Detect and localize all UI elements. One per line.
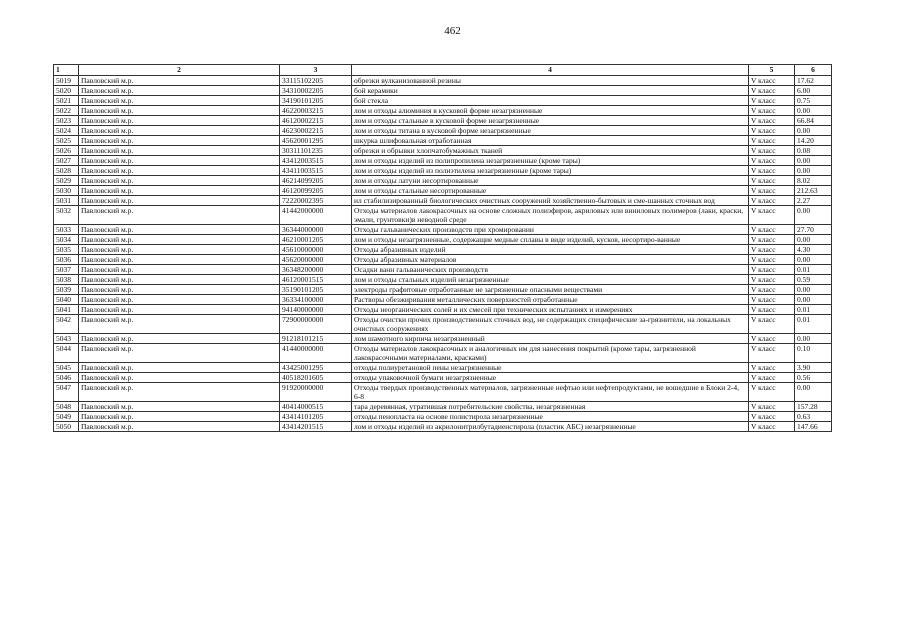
waste-code-cell: 30311101235: [280, 146, 352, 156]
waste-code-cell: 91218101215: [280, 334, 352, 344]
amount-cell: 0.00: [795, 126, 832, 136]
amount-cell: 14.20: [795, 136, 832, 146]
amount-cell: 0.08: [795, 146, 832, 156]
amount-cell: 27.70: [795, 225, 832, 235]
page-number: 462: [444, 25, 461, 37]
waste-description-cell: лом и отходы изделий из полипропилена незагрязненные (кроме тары): [352, 156, 749, 166]
hazard-class-cell: V класс: [749, 146, 795, 156]
hazard-class-cell: V класс: [749, 315, 795, 334]
waste-description-cell: лом и отходы алюминия в кусковой форме незагрязненные: [352, 106, 749, 116]
waste-description-cell: Растворы обезжиривания металлических поверхностей отработанные: [352, 295, 749, 305]
table-body: [54, 76, 832, 432]
waste-description-cell: лом шамотного кирпича незагрязненный: [352, 334, 749, 344]
row-number-cell: 5027: [54, 156, 79, 166]
waste-description-cell: отходы пенопласта на основе полистирола незагрязненные: [352, 412, 749, 422]
hazard-class-cell: V класс: [749, 186, 795, 196]
column-header-6: 6: [795, 65, 832, 76]
district-cell: Павловский м.р.: [79, 206, 280, 225]
waste-description-cell: Отходы очистки прочих производственных сточных вод, не содержащих специфические за-грязнители, на локальных очистных сооружениях: [352, 315, 749, 334]
district-cell: Павловский м.р.: [79, 334, 280, 344]
amount-cell: 0.10: [795, 344, 832, 363]
waste-code-cell: 46120001515: [280, 275, 352, 285]
amount-cell: 157.28: [795, 402, 832, 412]
hazard-class-cell: V класс: [749, 265, 795, 275]
amount-cell: 8.02: [795, 176, 832, 186]
amount-cell: 0.01: [795, 315, 832, 334]
table-row: [54, 116, 832, 126]
district-cell: Павловский м.р.: [79, 245, 280, 255]
table-row: [54, 86, 832, 96]
waste-description-cell: Осадки ванн гальванических производств: [352, 265, 749, 275]
waste-code-cell: 46120099205: [280, 186, 352, 196]
district-cell: Павловский м.р.: [79, 402, 280, 412]
district-cell: Павловский м.р.: [79, 235, 280, 245]
row-number-cell: 5045: [54, 363, 79, 373]
hazard-class-cell: V класс: [749, 383, 795, 402]
district-cell: Павловский м.р.: [79, 76, 280, 86]
hazard-class-cell: V класс: [749, 305, 795, 315]
waste-code-cell: 46210001205: [280, 235, 352, 245]
amount-cell: 4.30: [795, 245, 832, 255]
district-cell: Павловский м.р.: [79, 116, 280, 126]
table-row: [54, 295, 832, 305]
waste-code-cell: 45620000000: [280, 255, 352, 265]
district-cell: Павловский м.р.: [79, 295, 280, 305]
waste-code-cell: 36334100000: [280, 295, 352, 305]
amount-cell: 0.59: [795, 275, 832, 285]
row-number-cell: 5048: [54, 402, 79, 412]
row-number-cell: 5035: [54, 245, 79, 255]
hazard-class-cell: V класс: [749, 344, 795, 363]
amount-cell: 0.00: [795, 334, 832, 344]
amount-cell: 0.00: [795, 285, 832, 295]
table-row: [54, 383, 832, 402]
waste-description-cell: лом и отходы изделий из полиэтилена незагрязненные (кроме тары): [352, 166, 749, 176]
waste-code-cell: 91920000000: [280, 383, 352, 402]
row-number-cell: 5041: [54, 305, 79, 315]
amount-cell: 0.00: [795, 206, 832, 225]
district-cell: Павловский м.р.: [79, 146, 280, 156]
waste-description-cell: Отходы абразивных изделий: [352, 245, 749, 255]
waste-code-cell: 41440000000: [280, 344, 352, 363]
hazard-class-cell: V класс: [749, 76, 795, 86]
amount-cell: 0.01: [795, 265, 832, 275]
amount-cell: 0.75: [795, 96, 832, 106]
district-cell: Павловский м.р.: [79, 422, 280, 432]
waste-code-cell: 36348200000: [280, 265, 352, 275]
district-cell: Павловский м.р.: [79, 176, 280, 186]
waste-description-cell: тара деревянная, утратившая потребительские свойства, незагрязненная: [352, 402, 749, 412]
district-cell: Павловский м.р.: [79, 86, 280, 96]
district-cell: Павловский м.р.: [79, 265, 280, 275]
district-cell: Павловский м.р.: [79, 315, 280, 334]
hazard-class-cell: V класс: [749, 136, 795, 146]
column-header-5: 5: [749, 65, 795, 76]
row-number-cell: 5032: [54, 206, 79, 225]
row-number-cell: 5034: [54, 235, 79, 245]
waste-code-cell: 43412003515: [280, 156, 352, 166]
table-row: [54, 373, 832, 383]
amount-cell: 0.63: [795, 412, 832, 422]
district-cell: Павловский м.р.: [79, 96, 280, 106]
waste-code-cell: 72900000000: [280, 315, 352, 334]
waste-description-cell: Отходы материалов лакокрасочных на основе сложных полиэфиров, акриловых или виниловых полимеров (лаки, краски, эмали, грунтовки)в неводной среде: [352, 206, 749, 225]
waste-code-cell: 43414101205: [280, 412, 352, 422]
row-number-cell: 5042: [54, 315, 79, 334]
table-row: [54, 245, 832, 255]
hazard-class-cell: V класс: [749, 156, 795, 166]
waste-code-cell: 46214099205: [280, 176, 352, 186]
table-row: [54, 315, 832, 334]
row-number-cell: 5022: [54, 106, 79, 116]
row-number-cell: 5037: [54, 265, 79, 275]
hazard-class-cell: V класс: [749, 235, 795, 245]
row-number-cell: 5038: [54, 275, 79, 285]
district-cell: Павловский м.р.: [79, 255, 280, 265]
hazard-class-cell: V класс: [749, 96, 795, 106]
table-row: [54, 265, 832, 275]
amount-cell: 0.00: [795, 166, 832, 176]
waste-code-cell: 43425001295: [280, 363, 352, 373]
amount-cell: 0.00: [795, 235, 832, 245]
waste-code-cell: 94140000000: [280, 305, 352, 315]
waste-code-cell: 45610000000: [280, 245, 352, 255]
hazard-class-cell: V класс: [749, 373, 795, 383]
district-cell: Павловский м.р.: [79, 156, 280, 166]
row-number-cell: 5050: [54, 422, 79, 432]
waste-description-cell: Отходы твердых производственных материалов, загрязненные нефтью или нефтепродуктами, не вошедшие в Блоки 2-4, 6-8: [352, 383, 749, 402]
district-cell: Павловский м.р.: [79, 126, 280, 136]
waste-description-cell: отходы упаковочной бумаги незагрязненные: [352, 373, 749, 383]
hazard-class-cell: V класс: [749, 285, 795, 295]
waste-registry-table: [53, 64, 832, 432]
table-row: [54, 176, 832, 186]
amount-cell: 0.56: [795, 373, 832, 383]
row-number-cell: 5024: [54, 126, 79, 136]
hazard-class-cell: V класс: [749, 86, 795, 96]
amount-cell: 212.63: [795, 186, 832, 196]
waste-description-cell: лом и отходы незагрязненные, содержащие медные сплавы в виде изделий, кусков, несортиро-ванные: [352, 235, 749, 245]
district-cell: Павловский м.р.: [79, 225, 280, 235]
waste-description-cell: лом и отходы стальных изделий незагрязненные: [352, 275, 749, 285]
amount-cell: 6.00: [795, 86, 832, 96]
waste-description-cell: Отходы гальванических производств при хромировании: [352, 225, 749, 235]
hazard-class-cell: V класс: [749, 206, 795, 225]
table-row: [54, 235, 832, 245]
waste-code-cell: 35190101205: [280, 285, 352, 295]
waste-code-cell: 40414000515: [280, 402, 352, 412]
table-row: [54, 206, 832, 225]
hazard-class-cell: V класс: [749, 116, 795, 126]
waste-description-cell: обрезки вулканизованной резины: [352, 76, 749, 86]
amount-cell: 3.90: [795, 363, 832, 373]
waste-description-cell: Отходы материалов лакокрасочных и аналогичных им для нанесения покрытий (кроме тары, загрязненной лакокрасочными материалами, красками): [352, 344, 749, 363]
district-cell: Павловский м.р.: [79, 285, 280, 295]
hazard-class-cell: V класс: [749, 412, 795, 422]
waste-code-cell: 72220002395: [280, 196, 352, 206]
row-number-cell: 5028: [54, 166, 79, 176]
waste-description-cell: бой стекла: [352, 96, 749, 106]
district-cell: Павловский м.р.: [79, 186, 280, 196]
district-cell: Павловский м.р.: [79, 305, 280, 315]
hazard-class-cell: V класс: [749, 126, 795, 136]
table-row: [54, 196, 832, 206]
hazard-class-cell: V класс: [749, 196, 795, 206]
waste-code-cell: 41442000000: [280, 206, 352, 225]
hazard-class-cell: V класс: [749, 166, 795, 176]
row-number-cell: 5029: [54, 176, 79, 186]
district-cell: Павловский м.р.: [79, 136, 280, 146]
column-header-1: 1: [54, 65, 79, 76]
row-number-cell: 5026: [54, 146, 79, 156]
row-number-cell: 5049: [54, 412, 79, 422]
hazard-class-cell: V класс: [749, 275, 795, 285]
row-number-cell: 5031: [54, 196, 79, 206]
waste-description-cell: обрезки и обрывки хлопчатобумажных тканей: [352, 146, 749, 156]
hazard-class-cell: V класс: [749, 363, 795, 373]
row-number-cell: 5047: [54, 383, 79, 402]
row-number-cell: 5040: [54, 295, 79, 305]
waste-code-cell: 46220003215: [280, 106, 352, 116]
district-cell: Павловский м.р.: [79, 275, 280, 285]
waste-description-cell: бой керамики: [352, 86, 749, 96]
hazard-class-cell: V класс: [749, 176, 795, 186]
district-cell: Павловский м.р.: [79, 363, 280, 373]
table-row: [54, 76, 832, 86]
district-cell: Павловский м.р.: [79, 344, 280, 363]
row-number-cell: 5030: [54, 186, 79, 196]
waste-code-cell: 40518201605: [280, 373, 352, 383]
table-row: [54, 363, 832, 373]
amount-cell: 2.27: [795, 196, 832, 206]
district-cell: Павловский м.р.: [79, 373, 280, 383]
waste-description-cell: отходы полиуретановой пены незагрязненные: [352, 363, 749, 373]
district-cell: Павловский м.р.: [79, 166, 280, 176]
row-number-cell: 5020: [54, 86, 79, 96]
table-row: [54, 96, 832, 106]
waste-code-cell: 46120002215: [280, 116, 352, 126]
row-number-cell: 5036: [54, 255, 79, 265]
row-number-cell: 5039: [54, 285, 79, 295]
waste-code-cell: 34310002205: [280, 86, 352, 96]
waste-code-cell: 43414201515: [280, 422, 352, 432]
column-header-2: 2: [79, 65, 280, 76]
row-number-cell: 5023: [54, 116, 79, 126]
waste-code-cell: 33115102205: [280, 76, 352, 86]
row-number-cell: 5046: [54, 373, 79, 383]
waste-code-cell: 45620001295: [280, 136, 352, 146]
table-row: [54, 275, 832, 285]
waste-description-cell: электроды графитовые отработанные не загрязненные опасными веществами: [352, 285, 749, 295]
table-row: [54, 305, 832, 315]
waste-description-cell: Отходы абразивных материалов: [352, 255, 749, 265]
table-row: [54, 422, 832, 432]
waste-code-cell: 34190101205: [280, 96, 352, 106]
table-row: [54, 146, 832, 156]
amount-cell: 66.84: [795, 116, 832, 126]
waste-description-cell: Отходы неорганических солей и их смесей при технических испытаниях и измерениях: [352, 305, 749, 315]
amount-cell: 0.00: [795, 295, 832, 305]
hazard-class-cell: V класс: [749, 225, 795, 235]
column-header-3: 3: [280, 65, 352, 76]
row-number-cell: 5025: [54, 136, 79, 146]
waste-description-cell: лом и отходы стальные несортированные: [352, 186, 749, 196]
hazard-class-cell: V класс: [749, 245, 795, 255]
district-cell: Павловский м.р.: [79, 106, 280, 116]
hazard-class-cell: V класс: [749, 402, 795, 412]
column-header-4: 4: [352, 65, 749, 76]
table-header-row: [54, 65, 832, 76]
district-cell: Павловский м.р.: [79, 196, 280, 206]
table-row: [54, 334, 832, 344]
waste-code-cell: 43411003515: [280, 166, 352, 176]
table-row: [54, 412, 832, 422]
amount-cell: 17.62: [795, 76, 832, 86]
table-row: [54, 402, 832, 412]
table-row: [54, 156, 832, 166]
amount-cell: 0.00: [795, 156, 832, 166]
amount-cell: 147.66: [795, 422, 832, 432]
amount-cell: 0.01: [795, 305, 832, 315]
hazard-class-cell: V класс: [749, 334, 795, 344]
hazard-class-cell: V класс: [749, 295, 795, 305]
district-cell: Павловский м.р.: [79, 412, 280, 422]
district-cell: Павловский м.р.: [79, 383, 280, 402]
amount-cell: 0.00: [795, 106, 832, 116]
row-number-cell: 5019: [54, 76, 79, 86]
table-row: [54, 255, 832, 265]
waste-description-cell: ил стабилизированный биологических очистных сооружений хозяйственно-бытовых и сме-шанных сточных вод: [352, 196, 749, 206]
amount-cell: 0.00: [795, 255, 832, 265]
hazard-class-cell: V класс: [749, 255, 795, 265]
waste-description-cell: лом и отходы титана в кусковой форме незагрязненные: [352, 126, 749, 136]
waste-description-cell: лом и отходы латуни несортированные: [352, 176, 749, 186]
table-row: [54, 166, 832, 176]
row-number-cell: 5021: [54, 96, 79, 106]
waste-description-cell: лом и отходы стальные в кусковой форме незагрязненные: [352, 116, 749, 126]
hazard-class-cell: V класс: [749, 422, 795, 432]
row-number-cell: 5043: [54, 334, 79, 344]
table-row: [54, 126, 832, 136]
hazard-class-cell: V класс: [749, 106, 795, 116]
table-row: [54, 225, 832, 235]
table-row: [54, 186, 832, 196]
amount-cell: 0.00: [795, 383, 832, 402]
table-row: [54, 285, 832, 295]
row-number-cell: 5033: [54, 225, 79, 235]
table-row: [54, 136, 832, 146]
waste-code-cell: 46230002215: [280, 126, 352, 136]
waste-code-cell: 36344000000: [280, 225, 352, 235]
waste-description-cell: лом и отходы изделий из акрилонитрилбутадиенстирола (пластик АБС) незагрязненные: [352, 422, 749, 432]
row-number-cell: 5044: [54, 344, 79, 363]
table-row: [54, 344, 832, 363]
waste-description-cell: шкурка шлифовальная отработанная: [352, 136, 749, 146]
table-row: [54, 106, 832, 116]
